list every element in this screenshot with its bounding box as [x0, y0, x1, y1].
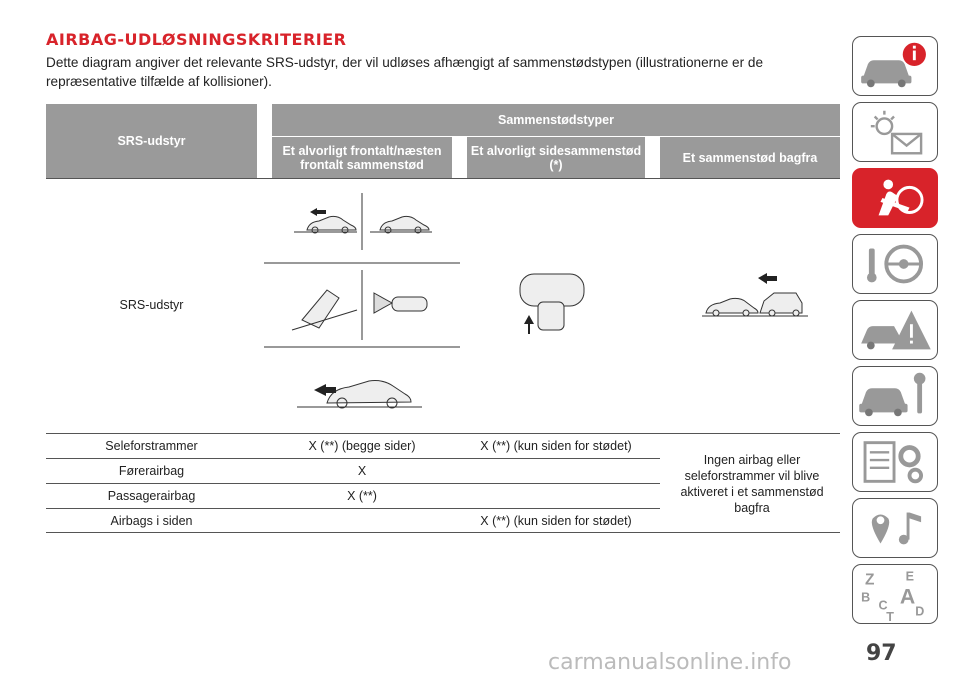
cell-front-seleforstrammer: X (**) (begge sider)	[308, 439, 416, 453]
header-side: Et alvorligt sidesammenstød (*)	[467, 137, 645, 178]
header-front: Et alvorligt frontalt/næsten frontalt sammenstød	[272, 137, 452, 178]
row-label-seleforstrammer: Seleforstrammer	[105, 439, 198, 453]
front-crash-illustrations	[262, 185, 462, 430]
table-bottom-line	[46, 532, 840, 533]
tab-emergency[interactable]	[852, 300, 938, 360]
tab-warning-lights[interactable]	[852, 102, 938, 162]
cell-side-airbags-siden: X (**) (kun siden for stødet)	[480, 514, 632, 528]
rear-crash-illustration	[700, 268, 810, 328]
page-number: 97	[866, 641, 897, 666]
index-icon	[853, 565, 937, 623]
row-label-airbags-siden: Airbags i siden	[110, 514, 193, 528]
header-group: Sammenstødstyper	[272, 104, 840, 136]
header-srs: SRS-udstyr	[46, 104, 257, 178]
index-letter: C	[878, 598, 888, 613]
cell-front-airbags-siden	[272, 509, 452, 533]
starting-driving-icon	[853, 235, 937, 293]
tab-multimedia[interactable]	[852, 498, 938, 558]
airbag-safety-icon	[853, 169, 937, 227]
multimedia-icon	[853, 499, 937, 557]
index-letter: Z	[865, 571, 875, 589]
index-letter: E	[905, 569, 915, 584]
header-rear: Et sammenstød bagfra	[660, 137, 840, 178]
tab-technical-data[interactable]	[852, 432, 938, 492]
cell-side-seleforstrammer: X (**) (kun siden for stødet)	[480, 439, 632, 453]
emergency-icon	[853, 301, 937, 359]
cell-front-forerairbag: X	[357, 464, 367, 478]
rear-crash-note: Ingen airbag eller seleforstrammer vil blive aktiveret i et sammenstød bagfra	[680, 453, 824, 515]
side-crash-illustration	[508, 262, 608, 342]
warning-lights-icon	[853, 103, 937, 161]
maintenance-icon	[853, 367, 937, 425]
row-label-forerairbag: Førerairbag	[118, 464, 185, 478]
tab-car-info[interactable]	[852, 36, 938, 96]
index-letter: D	[915, 604, 925, 619]
index-letter: B	[861, 590, 871, 605]
watermark: carmanualsonline.info	[548, 650, 792, 675]
cell-side-passagerairbag	[452, 484, 660, 508]
tab-airbag-safety[interactable]	[852, 168, 938, 228]
tab-index[interactable]	[852, 564, 938, 624]
cell-side-forerairbag	[452, 459, 660, 483]
index-letter: T	[886, 610, 894, 623]
row-label-passagerairbag: Passagerairbag	[107, 489, 196, 503]
illustration-row-label: SRS-udstyr	[119, 298, 184, 312]
car-info-icon	[853, 37, 937, 95]
tab-starting-driving[interactable]	[852, 234, 938, 294]
cell-front-passagerairbag: X (**)	[347, 489, 377, 503]
index-letter: A	[899, 584, 916, 609]
header-bottom-line	[46, 178, 840, 179]
intro-text: Dette diagram angiver det relevante SRS-udstyr, der vil udløses afhængigt af sammenstødstypen (illustrationerne er de repræsentative tilfælde af kollisioner).	[46, 55, 764, 89]
tab-maintenance[interactable]	[852, 366, 938, 426]
page-title: AIRBAG-UDLØSNINGSKRITERIER	[46, 30, 347, 49]
technical-data-icon	[853, 433, 937, 491]
